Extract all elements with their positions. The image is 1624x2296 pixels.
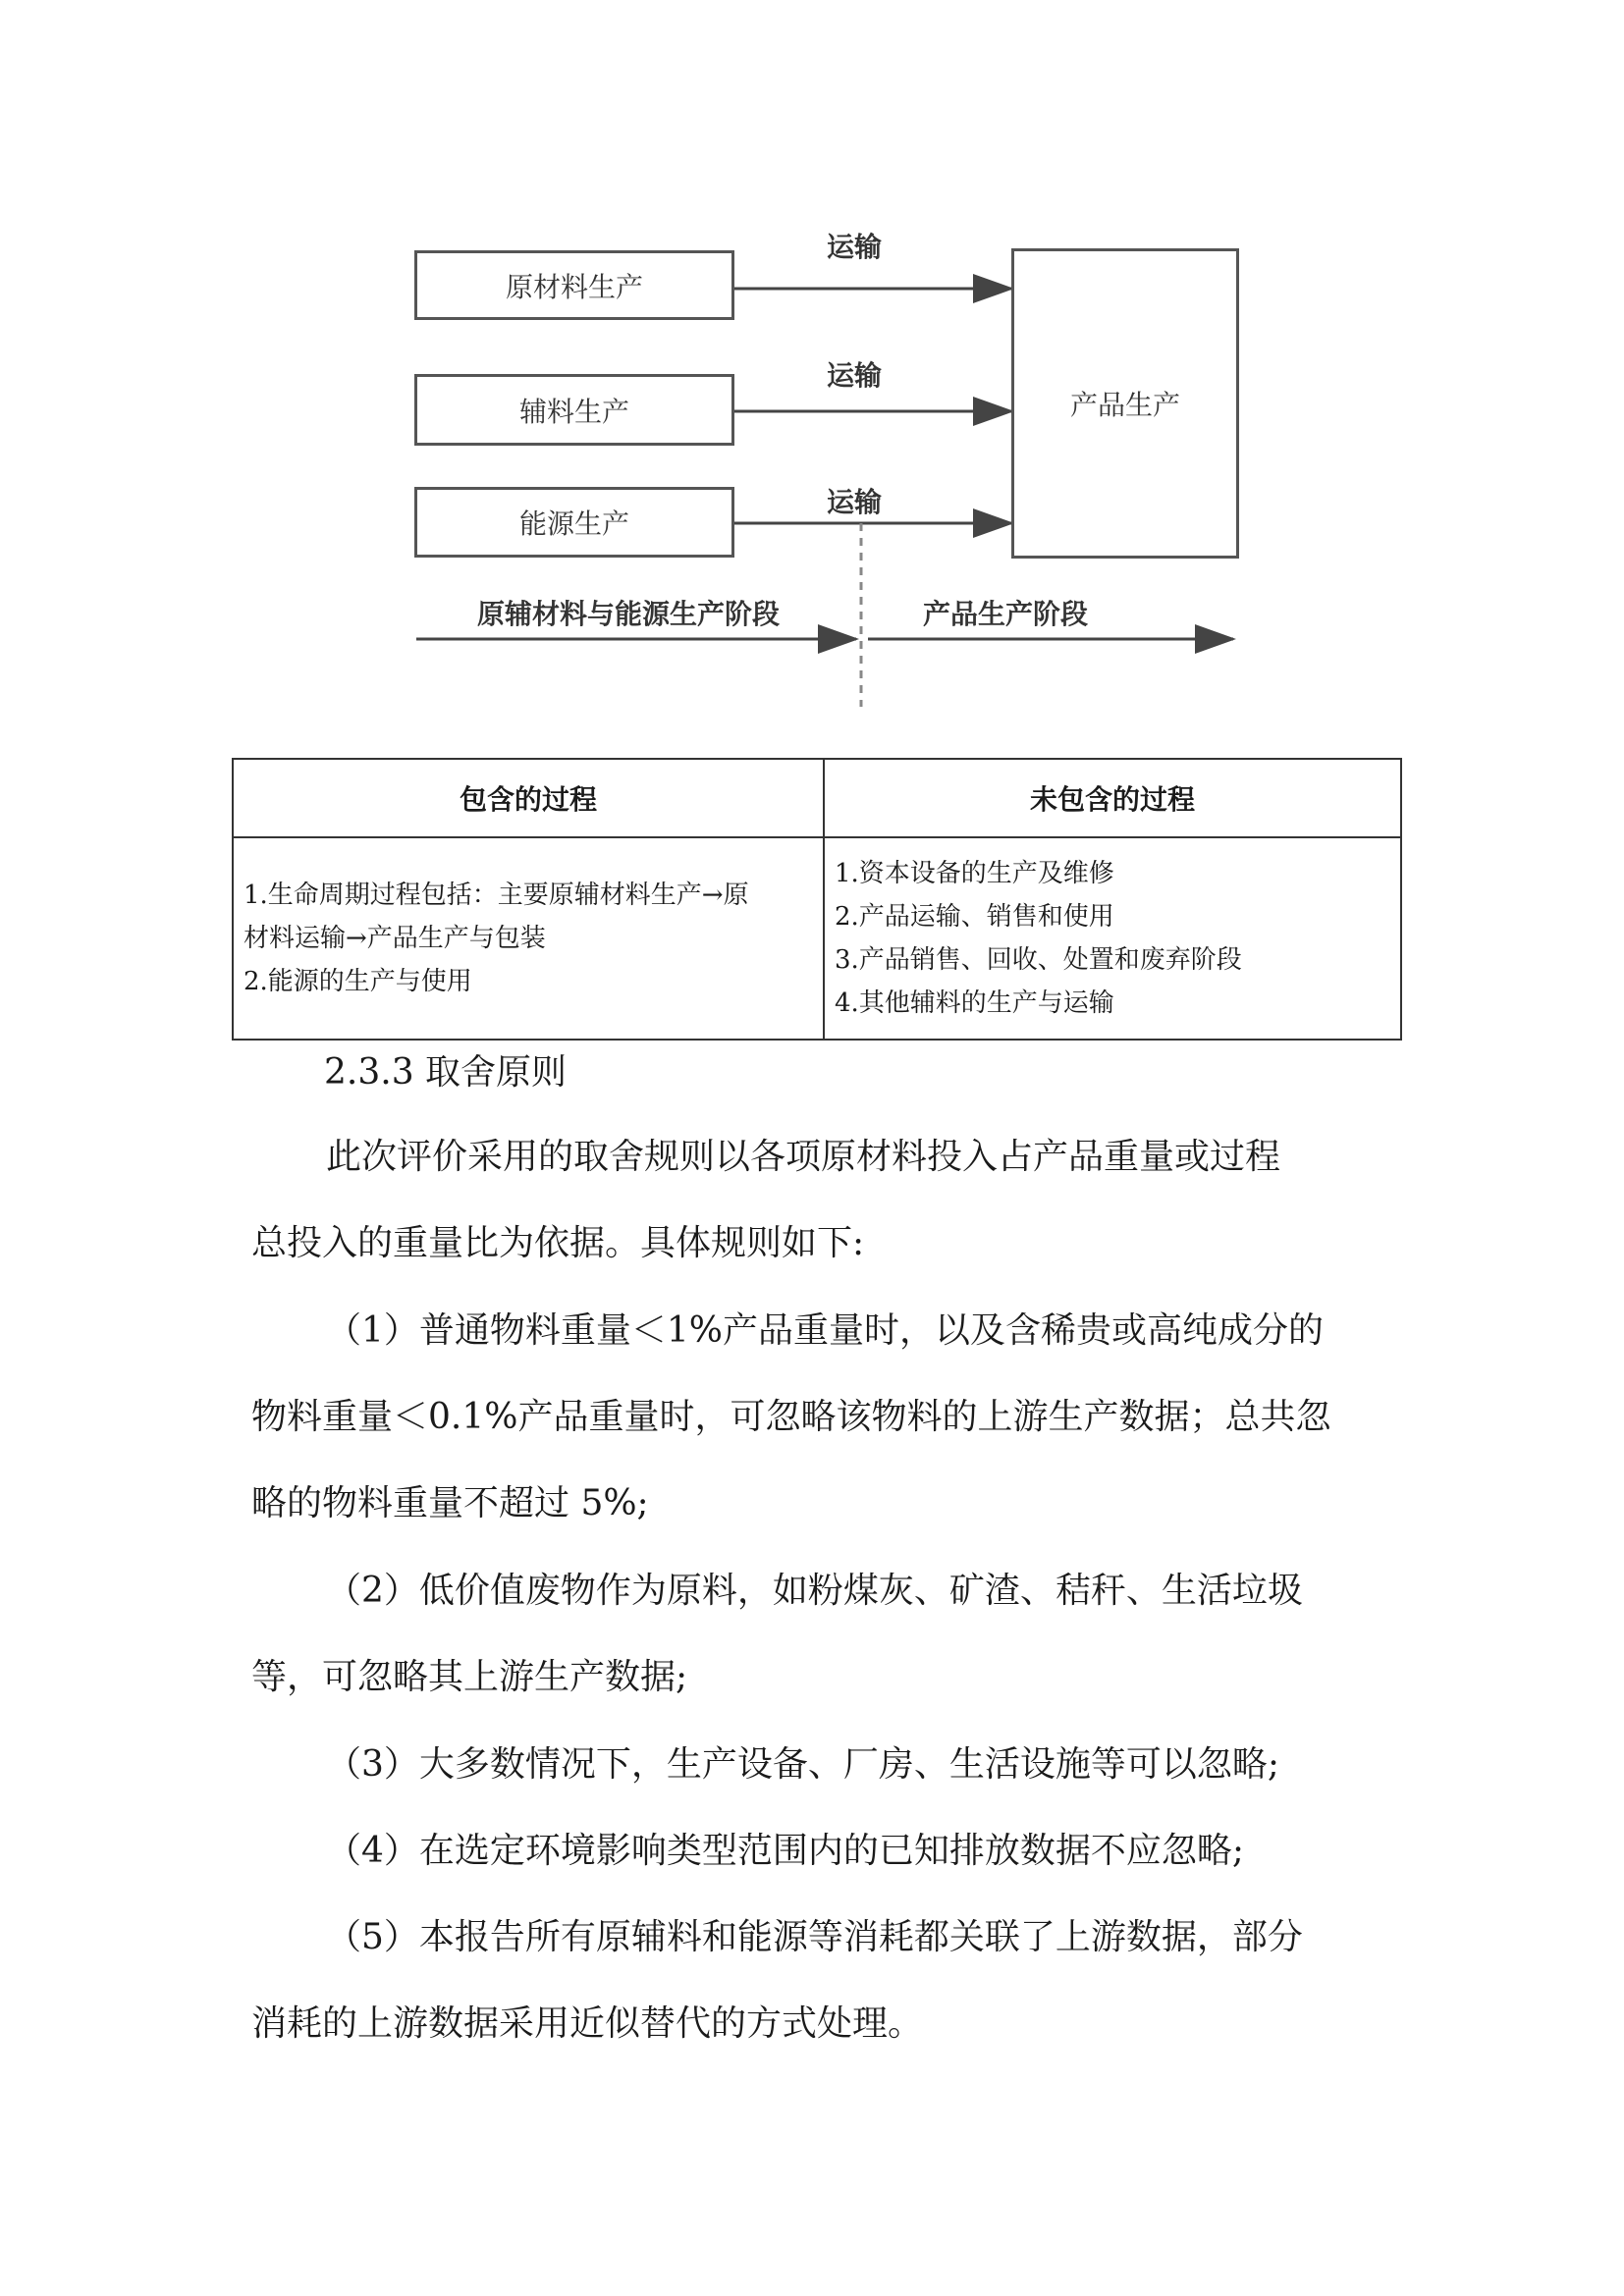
box-auxiliary-label: 辅料生产 [518,395,629,428]
header-excluded: 未包含的过程 [824,759,1401,837]
table-body-row [233,837,1401,1040]
table-header-row [233,759,1401,837]
excluded-line: 3.产品销售、回收、处置和废弃阶段 [835,945,1242,975]
diagram-lines [0,0,1624,726]
included-line: 1.生命周期过程包括：主要原辅材料生产→原 [244,881,749,910]
included-line: 2.能源的生产与使用 [244,967,472,996]
paragraph-line: （3）大多数情况下，生产设备、厂房、生活设施等可以忽略; [326,1744,1280,1785]
box-product-label: 产品生产 [1069,389,1180,421]
paragraph-rule-2 [251,1548,1390,1721]
transport-label-3: 运输 [827,486,883,518]
paragraph-line: 总投入的重量比为依据。具体规则如下: [251,1223,865,1263]
box-raw-material [414,250,734,320]
cell-excluded [824,837,1401,1040]
cell-included [233,837,824,1040]
paragraph-line: 物料重量＜0.1%产品重量时，可忽略该物料的上游生产数据；总共忽 [251,1397,1331,1437]
excluded-line: 2.产品运输、销售和使用 [835,902,1114,932]
paragraph-line: （4）在选定环境影响类型范围内的已知排放数据不应忽略; [326,1831,1245,1871]
process-boundary-table [232,758,1402,1041]
transport-label-1: 运输 [827,231,883,263]
box-product [1011,248,1239,559]
excluded-line: 1.资本设备的生产及维修 [835,859,1114,888]
paragraph-line: 消耗的上游数据采用近似替代的方式处理。 [251,2003,924,2044]
paragraph-line: （2）低价值废物作为原料，如粉煤灰、矿渣、秸秆、生活垃圾 [326,1571,1303,1611]
process-diagram [0,0,1624,726]
paragraph-line: （1）普通物料重量＜1%产品重量时，以及含稀贵或高纯成分的 [326,1310,1325,1351]
box-raw-material-label: 原材料生产 [505,270,643,303]
box-energy [414,487,734,558]
included-line: 材料运输→产品生产与包装 [244,924,546,953]
stage-right-label: 产品生产阶段 [923,598,1089,630]
box-auxiliary [414,374,734,446]
paragraph-line: 略的物料重量不超过 5%; [251,1483,649,1523]
header-included: 包含的过程 [233,759,824,837]
paragraph-rule-5 [251,1895,1390,2067]
paragraph-line: （5）本报告所有原辅料和能源等消耗都关联了上游数据，部分 [326,1917,1303,1957]
paragraph-line: 此次评价采用的取舍规则以各项原材料投入占产品重量或过程 [326,1137,1281,1177]
paragraph-rule-3 [251,1722,1390,1808]
excluded-line: 4.其他辅料的生产与运输 [835,988,1114,1018]
paragraph-intro [251,1114,1390,1287]
section-heading: 2.3.3 取舍原则 [324,1052,568,1093]
stage-left-label: 原辅材料与能源生产阶段 [477,598,781,630]
transport-label-2: 运输 [827,359,883,392]
paragraph-rule-1 [251,1288,1390,1547]
box-energy-label: 能源生产 [518,507,629,540]
paragraph-rule-4 [251,1808,1390,1895]
paragraph-line: 等，可忽略其上游生产数据; [251,1657,688,1697]
